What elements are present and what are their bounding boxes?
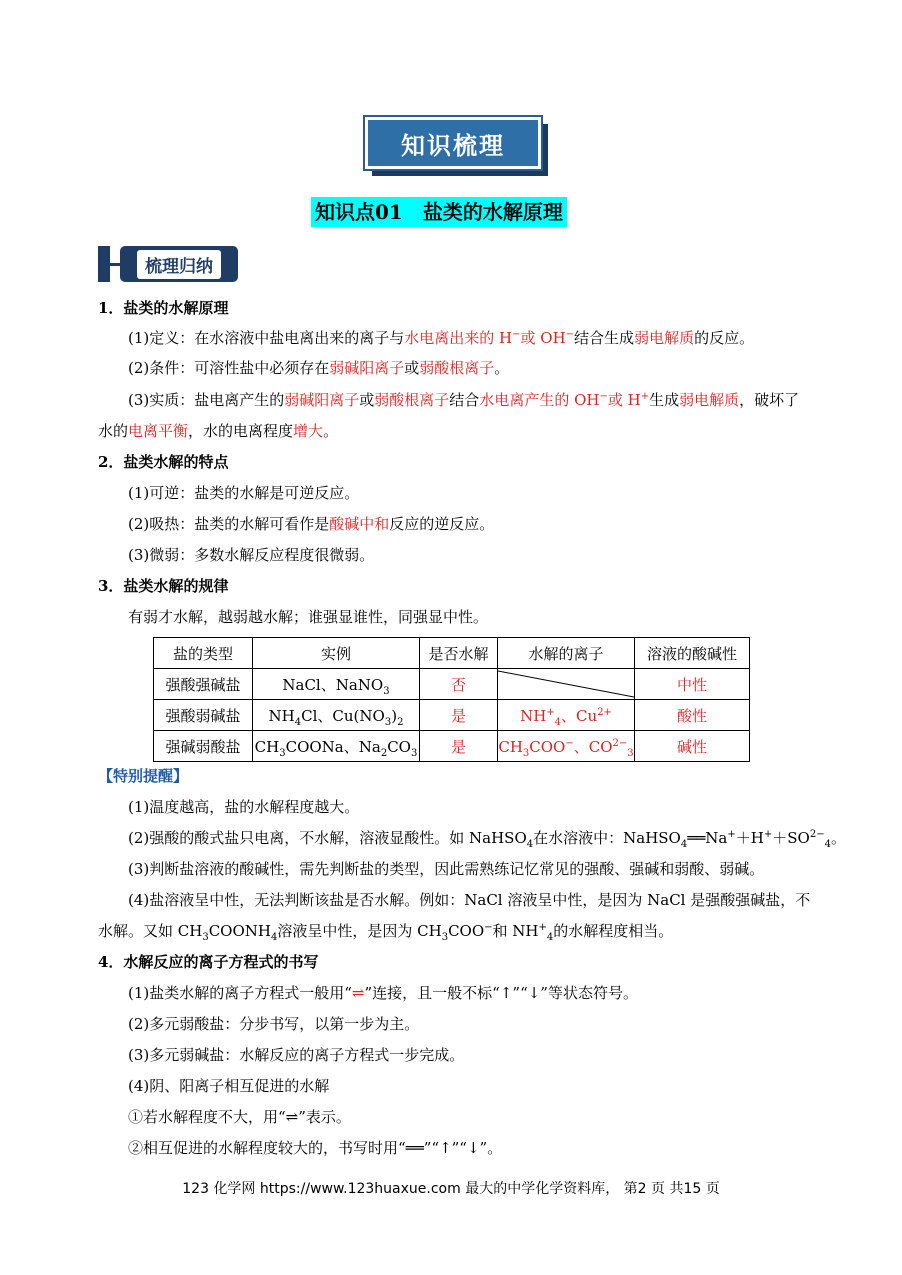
table-row [154,700,750,731]
table-cell: 是 [420,700,498,731]
table-cell: NaCl、NaNO$_3$ [253,669,420,700]
section4-heading: 4．水解反应的离子方程式的书写 [98,953,319,971]
section3-heading: 3．盐类水解的规律 [98,577,229,595]
s4-rule-2: (2)多元弱酸盐：分步书写，以第一步为主。 [128,1015,420,1033]
table-header: 盐的类型 [154,638,253,669]
section-banner [365,117,541,169]
s1-condition: (2)条件：可溶性盐中必须存在弱碱阳离子或弱酸根离子。 [128,359,510,377]
table-header: 溶液的酸碱性 [635,638,750,669]
s3-rule: 有弱才水解，越弱越水解；谁强显谁性，同强显中性。 [128,608,489,626]
tip-4-cont: 水解。又如 $CH_3COONH_4$溶液呈中性，是因为 $CH_3COO^-$和 $NH^+_4$的水解程度相当。 [98,922,674,943]
table-header: 实例 [253,638,420,669]
table-cell: 是 [420,731,498,762]
table-row [154,669,750,700]
table-header: 是否水解 [420,638,498,669]
tip-2: (2)强酸的酸式盐只电离，不水解，溶液显酸性。如 NaHSO$_4$在水溶液中：$NaHSO_4══Na^++H^++SO^{2-}_4$。 [128,829,846,850]
special-tip-heading: 【特别提醒】 [98,767,189,785]
tip-3: (3)判断盐溶液的酸碱性，需先判断盐的类型，因此需熟练记忆常见的强酸、强碱和弱酸、弱碱。 [128,860,765,878]
table-cell: 强酸强碱盐 [154,669,253,700]
s2-weak: (3)微弱：多数水解反应程度很微弱。 [128,546,375,564]
summary-tag [120,246,238,282]
table-cell: 否 [420,669,498,700]
tip-1: (1)温度越高，盐的水解程度越大。 [128,798,360,816]
diagonal-slash [498,669,634,699]
table-cell: $CH_3COONa$、$Na_2CO_3$ [253,731,420,762]
tip-4: (4)盐溶液呈中性，无法判断该盐是否水解。例如：NaCl 溶液呈中性，是因为 NaCl 是强酸强碱盐，不 [128,891,811,909]
s4-rule-6: ②相互促进的水解程度较大的，书写时用“══”“↑”“↓”。 [128,1139,503,1157]
table-cell: $NH_4Cl$、$Cu(NO_3)_2$ [253,700,420,731]
table-row [154,731,750,762]
s1-definition: (1)定义：在水溶液中盐电离出来的离子与水电离出来的 H−或 OH−结合生成弱电解质的反应。 [128,329,755,347]
knowledge-point-title: 知识点01 盐类的水解原理 [311,197,567,227]
banner-title: 知识梳理 [401,131,505,160]
table-cell: $CH_3COO^-$、$CO^{2-}_3$ [498,731,635,762]
hydrolysis-rule-table [153,637,750,762]
table-cell: 中性 [635,669,750,700]
reversible-arrow-icon: ⇌ [285,1108,299,1126]
s4-rule-5: ①若水解程度不大，用“⇌”表示。 [128,1108,351,1126]
table-header-row [154,638,750,669]
tag-bar [98,246,110,282]
page-footer: 123 化学网 https://www.123huaxue.com 最大的中学化学资料库， 第2 页 共15 页 [182,1181,720,1197]
table-cell: 强酸弱碱盐 [154,700,253,731]
s4-rule-1: (1)盐类水解的离子方程式一般用“⇌”连接，且一般不标“↑”“↓”等状态符号。 [128,984,638,1002]
table-header: 水解的离子 [498,638,635,669]
s4-rule-3: (3)多元弱碱盐：水解反应的离子方程式一步完成。 [128,1046,465,1064]
section2-heading: 2．盐类水解的特点 [98,453,229,471]
reversible-arrow-icon: ⇌ [351,984,365,1002]
table-cell: 碱性 [635,731,750,762]
s2-endothermic: (2)吸热：盐类的水解可看作是酸碱中和反应的逆反应。 [128,515,495,533]
summary-tag-label: 梳理归纳 [137,250,221,279]
section1-heading: 1．盐类的水解原理 [98,299,229,317]
s4-rule-4: (4)阴、阳离子相互促进的水解 [128,1077,330,1095]
s2-reversible: (1)可逆：盐类的水解是可逆反应。 [128,484,360,502]
s1-essence-cont: 水的电离平衡，水的电离程度增大。 [98,422,339,440]
table-cell: 强碱弱酸盐 [154,731,253,762]
table-cell-empty [498,669,635,700]
s1-essence: (3)实质：盐电离产生的弱碱阳离子或弱酸根离子结合水电离产生的 OH−或 H+生成弱电解质，破坏了 [128,391,800,409]
table-cell: $NH^+_4$、$Cu^{2+}$ [498,700,635,731]
table-cell: 酸性 [635,700,750,731]
